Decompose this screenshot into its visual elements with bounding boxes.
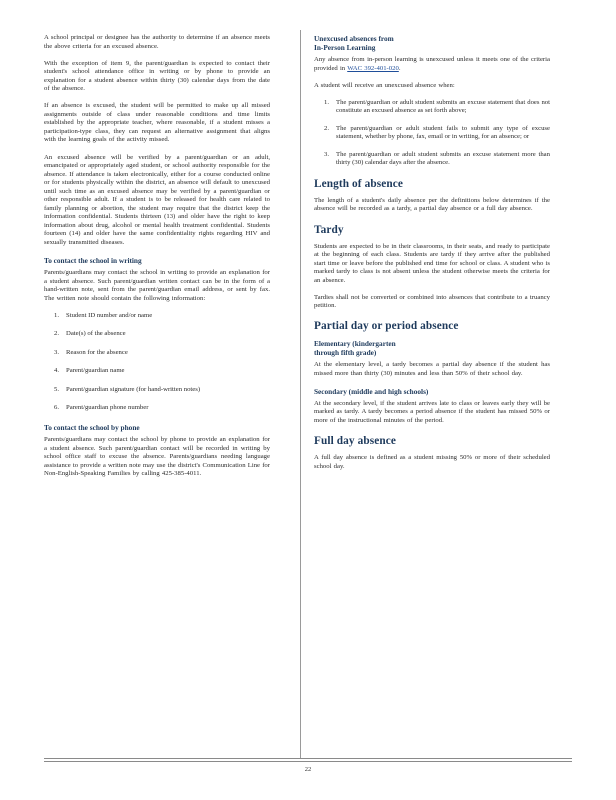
writing-contact-paragraph: Parents/guardians may contact the school in writing to provide an explanation for a student absence. Such parent/guardian written contact can be in the form of a hand-written note, sent from the parent/guardian email address, or sent by fax. The written note should contain the following information: xyxy=(44,269,270,302)
writing-contact-heading: To contact the school in writing xyxy=(44,256,142,266)
unexcused-when-paragraph: A student will receive an unexcused absence when: xyxy=(314,81,455,89)
footer-rule xyxy=(44,758,572,759)
list-number: 2. xyxy=(324,124,330,132)
full-day-heading: Full day absence xyxy=(314,435,396,448)
list-item xyxy=(44,386,270,395)
principal-authority-paragraph: A school principal or designee has the authority to determine if an absence meets the above criteria for an excused absence. xyxy=(44,34,270,50)
partial-day-heading: Partial day or period absence xyxy=(314,320,459,333)
left-column xyxy=(44,34,270,487)
list-item xyxy=(44,349,270,358)
unexcused-heading-line2: In-Person Learning xyxy=(314,43,376,52)
list-item xyxy=(44,367,270,376)
writing-info-list xyxy=(44,312,270,413)
phone-contact-heading: To contact the school by phone xyxy=(44,423,140,432)
list-item-text: The parent/guardian or adult student fails to submit any type of excuse statement, whether by phone, fax, email or in writing, for an absence; or xyxy=(336,124,550,141)
secondary-paragraph: At the secondary level, if the student arrives late to class or leaves early they will be marked as tardy. A tardy becomes a period absence if the student has missed 50% or more of the instructional minutes of the period. xyxy=(314,399,550,425)
list-number: 5. xyxy=(54,385,60,393)
length-of-absence-heading: Length of absence xyxy=(314,177,403,190)
length-of-absence-paragraph: The length of a student's daily absence per the definitions below determines if the absence will be recorded as a tardy, a partial day absence or a full day absence. xyxy=(314,196,550,213)
unexcused-conditions-list xyxy=(314,99,550,168)
list-item-text: Parent/guardian name xyxy=(66,367,125,375)
list-item xyxy=(314,125,550,142)
unexcused-absences-heading xyxy=(314,34,550,52)
list-number: 3. xyxy=(54,348,60,356)
phone-contact-paragraph: Parents/guardians may contact the school by phone to provide an explanation for a student absence. Such parent/guardian contact will be recorded in writing by school office staff to excuse the absence. Parents/guardians needing language assistance to provide a written note may use the district's Communication Line for Non-English-Speaking Families by calling 425-385-4011. xyxy=(44,436,270,478)
tardy-conversion-paragraph: Tardies shall not be converted or combined into absences that contribute to a truancy petition. xyxy=(314,293,550,310)
list-item xyxy=(44,330,270,339)
list-item xyxy=(314,151,550,168)
elementary-heading-line1: Elementary (kindergarten xyxy=(314,339,396,349)
footer-rule xyxy=(44,761,572,762)
contact-attendance-paragraph: With the exception of item 9, the parent/guardian is expected to contact their student's school attendance office in writing or by phone to provide an explanation for a student absence within thirty (30) calendar days from the date of the absence. xyxy=(44,59,270,93)
list-item-text: Date(s) of the absence xyxy=(66,330,126,338)
list-number: 1. xyxy=(54,311,60,319)
unexcused-heading-line1: Unexcused absences from xyxy=(314,34,394,43)
elementary-heading-line2: through fifth grade) xyxy=(314,348,377,358)
list-number: 1. xyxy=(324,98,330,106)
full-day-paragraph: A full day absence is defined as a student missing 50% or more of their scheduled school day. xyxy=(314,454,550,470)
list-item xyxy=(44,312,270,321)
unexcused-criteria-paragraph xyxy=(314,56,550,73)
list-item-text: The parent/guardian or adult student submits an excuse statement that does not constitute an excused absence as set forth above; xyxy=(336,98,550,115)
list-item xyxy=(44,404,270,413)
list-item-text: Parent/guardian phone number xyxy=(66,404,149,412)
elementary-paragraph: At the elementary level, a tardy becomes a partial day absence if the student has missed more than thirty (30) minutes and less than 50% of their school day. xyxy=(314,361,550,377)
list-item xyxy=(314,99,550,116)
list-number: 2. xyxy=(54,330,60,338)
sentence-end: . xyxy=(398,64,401,72)
column-divider xyxy=(300,30,301,758)
page-number: 22 xyxy=(304,766,312,773)
list-number: 6. xyxy=(54,404,60,412)
right-column xyxy=(314,34,550,480)
wac-link[interactable]: WAC 392-401-020 xyxy=(347,64,399,72)
list-number: 4. xyxy=(54,367,60,375)
list-item-text: Student ID number and/or name xyxy=(66,311,153,319)
unexcused-criteria-text: Any absence from in-person learning is unexcused unless it meets one of the criteria provided in xyxy=(314,56,550,72)
secondary-heading: Secondary (middle and high schools) xyxy=(314,386,429,396)
elementary-heading xyxy=(314,339,550,357)
list-item-text: Reason for the absence xyxy=(66,348,128,356)
list-item-text: The parent/guardian or adult student submits an excuse statement more than thirty (30) calendar days after the absence. xyxy=(336,150,550,167)
make-up-assignments-paragraph: If an absence is excused, the student will be permitted to make up all missed assignments outside of class under reasonable conditions and time limits established by the appropriate teacher, where reasonable, if a student misses a participation-type class, they can request an alternative assignment that aligns with the learning goals of the activity missed. xyxy=(44,102,270,144)
tardy-definition-paragraph: Students are expected to be in their classrooms, in their seats, and ready to participate at the beginning of each class. Students are tardy if they arrive after the published start time or leave before the published end time for school or class. A student who is marked tardy to class is not absent unless the student otherwise meets the criteria for an absence. xyxy=(314,242,550,284)
list-item-text: Parent/guardian signature (for hand-written notes) xyxy=(66,385,201,393)
tardy-heading: Tardy xyxy=(314,223,344,236)
list-number: 3. xyxy=(324,150,330,158)
verification-paragraph: An excused absence will be verified by a parent/guardian or an adult, emancipated or appropriately aged student, or school authority responsible for the absence. If attendance is taken electronically, either for a course conducted online or for students physically within the district, an absence will default to unexcused until such time as an excused absence may be verified by a parent/guardian or other responsible adult. If a student is to be released for health care related to family planning or abortion, the student may require that the district keep the information confidential. Students thirteen (13) and older have the right to keep information about drug, alcohol or mental health treatment confidential. Students fourteen (14) and older have the same confidentiality rights regarding HIV and sexually transmitted diseases. xyxy=(44,153,270,246)
